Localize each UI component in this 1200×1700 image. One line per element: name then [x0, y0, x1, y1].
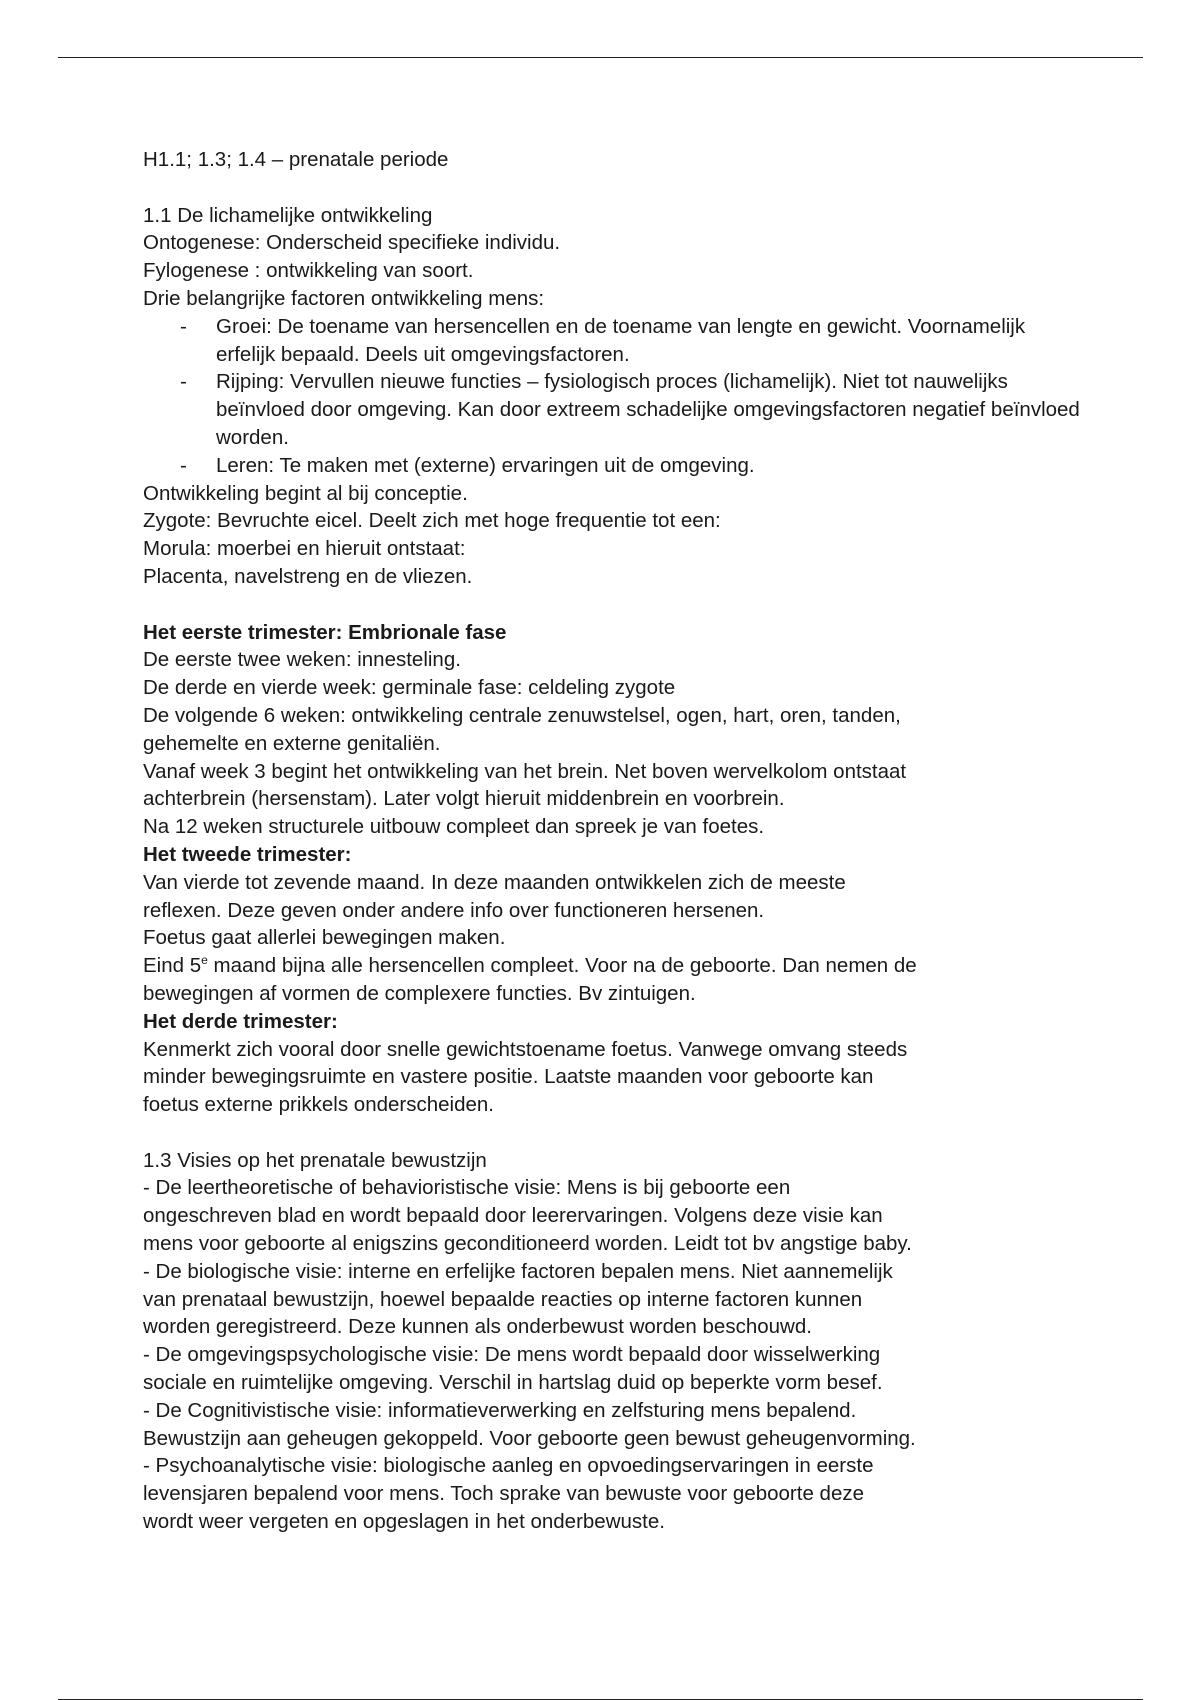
spacer	[143, 174, 1083, 202]
bullet-dash: -	[180, 453, 187, 477]
superscript: e	[201, 953, 208, 968]
text-line: - De biologische visie: interne en erfelijke factoren bepalen mens. Niet aannemelijk	[143, 1259, 893, 1283]
text-line: De eerste twee weken: innesteling.	[143, 648, 461, 672]
text-line: Foetus gaat allerlei bewegingen maken.	[143, 926, 506, 950]
trimester-1-title: Het eerste trimester: Embrionale fase	[143, 620, 507, 644]
trimester-3-title: Het derde trimester:	[143, 1009, 338, 1033]
text-line: - Psychoanalytische visie: biologische aanleg en opvoedingservaringen in eerste	[143, 1454, 874, 1478]
text-line: - De leertheoretische of behavioristische visie: Mens is bij geboorte een	[143, 1176, 791, 1200]
text-fragment: maand bijna alle hersencellen compleet. Voor na de geboorte. Dan nemen de	[207, 954, 917, 978]
text-line: De derde en vierde week: germinale fase: celdeling zygote	[143, 676, 676, 700]
text-line: sociale en ruimtelijke omgeving. Verschil in hartslag duid op beperkte vorm besef.	[143, 1371, 883, 1395]
text-line: - De omgevingspsychologische visie: De mens wordt bepaald door wisselwerking	[143, 1343, 881, 1367]
bullet-text: Rijping: Vervullen nieuwe functies – fysiologisch proces (lichamelijk). Niet tot nauwelijks beïnvloed door omgeving. Kan door extreem schadelijke omgevingsfactoren negatief beïnvloed worden.	[216, 370, 1080, 449]
factoren-intro: Drie belangrijke factoren ontwikkeling mens:	[143, 286, 545, 310]
text-line: Kenmerkt zich vooral door snelle gewichtstoename foetus. Vanwege omvang steeds	[143, 1037, 908, 1061]
text-line: Bewustzijn aan geheugen gekoppeld. Voor geboorte geen bewust geheugenvorming.	[143, 1426, 916, 1450]
placenta-line: Placenta, navelstreng en de vliezen.	[143, 564, 473, 588]
header-rule	[58, 57, 1143, 58]
text-line: - De Cognitivistische visie: informatieverwerking en zelfsturing mens bepalend.	[143, 1398, 857, 1422]
text-line: ongeschreven blad en wordt bepaald door leerervaringen. Volgens deze visie kan	[143, 1204, 883, 1228]
conceptie-line: Ontwikkeling begint al bij conceptie.	[143, 481, 468, 505]
bullet-dash: -	[180, 314, 187, 338]
text-line: levensjaren bepalend voor mens. Toch sprake van bewuste voor geboorte deze	[143, 1482, 864, 1506]
spacer	[143, 591, 1083, 619]
morula-line: Morula: moerbei en hieruit ontstaat:	[143, 537, 466, 561]
text-line: Vanaf week 3 begint het ontwikkeling van het brein. Net boven wervelkolom ontstaat	[143, 759, 907, 783]
spacer	[143, 1119, 1083, 1147]
bullet-dash: -	[180, 370, 187, 394]
bullet-text: Groei: De toename van hersencellen en de toename van lengte en gewicht. Voornamelijk erfelijk bepaald. Deels uit omgevingsfactoren.	[216, 314, 1026, 366]
section-title-1-1: 1.1 De lichamelijke ontwikkeling	[143, 203, 433, 227]
text-line: wordt weer vergeten en opgeslagen in het onderbewuste.	[143, 1510, 665, 1534]
text-line: foetus externe prikkels onderscheiden.	[143, 1093, 494, 1117]
ontogenese-line: Ontogenese: Onderscheid specifieke individu.	[143, 231, 561, 255]
fylogenese-line: Fylogenese : ontwikkeling van soort.	[143, 259, 474, 283]
text-line: achterbrein (hersenstam). Later volgt hieruit middenbrein en voorbrein.	[143, 787, 785, 811]
bullet-text: Leren: Te maken met (externe) ervaringen uit de omgeving.	[216, 453, 755, 477]
text-line: van prenataal bewustzijn, hoewel bepaalde reacties op interne factoren kunnen	[143, 1287, 863, 1311]
bullet-item-leren	[143, 452, 1083, 480]
text-line: mens voor geboorte al enigszins geconditioneerd worden. Leidt tot bv angstige baby.	[143, 1232, 912, 1256]
text-line: De volgende 6 weken: ontwikkeling centrale zenuwstelsel, ogen, hart, oren, tanden,	[143, 703, 901, 727]
text-line: minder bewegingsruimte en vastere positie. Laatste maanden voor geboorte kan	[143, 1065, 874, 1089]
zygote-line: Zygote: Bevruchte eicel. Deelt zich met hoge frequentie tot een:	[143, 509, 721, 533]
document-body	[143, 146, 1083, 1536]
section-title-1-3: 1.3 Visies op het prenatale bewustzijn	[143, 1148, 487, 1172]
text-line: reflexen. Deze geven onder andere info over functioneren hersenen.	[143, 898, 765, 922]
text-line: bewegingen af vormen de complexere functies. Bv zintuigen.	[143, 981, 696, 1005]
text-fragment: Eind 5	[143, 954, 202, 978]
text-line: gehemelte en externe genitaliën.	[143, 731, 441, 755]
bullet-item-groei	[143, 313, 1083, 369]
document-heading: H1.1; 1.3; 1.4 – prenatale periode	[143, 148, 449, 171]
text-line: Van vierde tot zevende maand. In deze maanden ontwikkelen zich de meeste	[143, 870, 846, 894]
trimester-2-title: Het tweede trimester:	[143, 842, 352, 866]
eind-5e-maand-line	[143, 952, 1083, 980]
text-line: worden geregistreerd. Deze kunnen als onderbewust worden beschouwd.	[143, 1315, 812, 1339]
bullet-item-rijping	[143, 368, 1083, 451]
text-line: Na 12 weken structurele uitbouw compleet dan spreek je van foetes.	[143, 815, 765, 839]
